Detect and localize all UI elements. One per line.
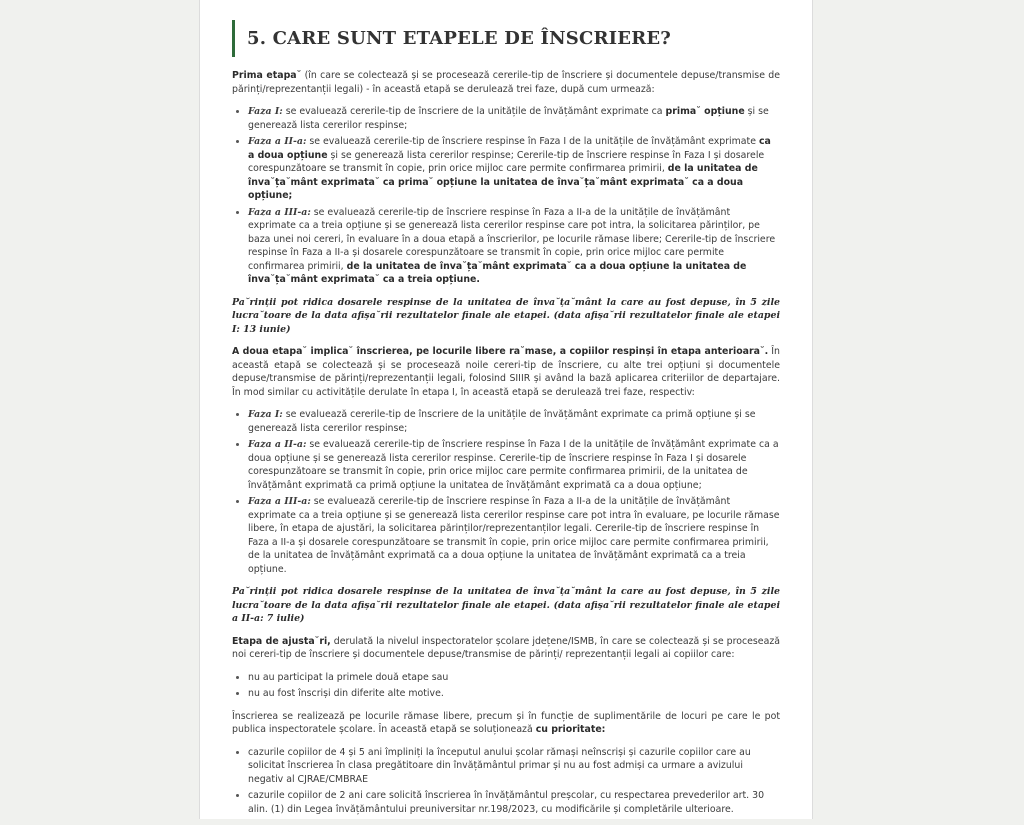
stage3-priority-paragraph (232, 710, 780, 737)
phase-label: Faza a III-a: (248, 206, 311, 218)
paragraph-emphasis: cu prioritate: (535, 724, 606, 735)
phase-text: se evaluează cererile-tip de înscriere de la unitățile de învățământ exprimate ca primă opțiune și se generează lista cererilor respinse; (248, 409, 756, 434)
stage1-lead: Prima etapa˘ (232, 70, 302, 81)
stage1-intro: (în care se colectează și se procesează cererile-tip de înscriere și documentele depuse/transmise de părinți/reprezentanții legali) - în această etapă se derulează trei faze, după cum urmează: (232, 70, 780, 95)
stage2-note: Pa˘rinții pot ridica dosarele respinse de la unitatea de înva˘ța˘mânt la care au fost depuse, în 5 zile lucra˘toare de la data afișa˘rii rezultatelor finale ale etapei. (data afișa˘rii rezultatelor finale ale etapei a II-a: 7 iulie) (232, 586, 780, 624)
list-item (248, 495, 780, 576)
phase-text: și se generează lista cererilor respinse; (248, 106, 769, 131)
phase-label: Faza a III-a: (248, 496, 311, 507)
stage3-criteria-list (232, 671, 780, 701)
stage3-lead: Etapa de ajusta˘ri, (232, 635, 331, 647)
phase-label: Faza I: (248, 409, 283, 420)
list-item (248, 105, 780, 132)
document-page (199, 0, 813, 819)
stage3-priority-list (232, 746, 780, 817)
phase-text: se evaluează cererile-tip de înscriere respinse în Faza a II-a de la unitățile de învățământ exprimate ca a treia opțiune și se generează lista cererilor respinse care pot intra, la solicitarea părinților, pe baza unei noi cereri, în evaluare în a doua etapă a înscrierilor, pe locurile rămase libere; Cererile-tip de înscriere respinse în Faza a II-a și dosarele corespunzătoare se transmit în copie, prin orice mijloc care permite confirmarea primirii, (248, 206, 776, 272)
stage3-intro: derulată la nivelul inspectoratelor școlare jdețene/ISMB, în care se colectează și se procesează noi cereri-tip de înscriere și documentele depuse/transmise de părinți/ reprezentanții legali ai copiilor care: (232, 635, 780, 660)
list-item: • cazurile copiilor de 4 și 5 ani împliniți la începutul anului școlar rămași neînscriși și cazurile copiilor care au solicitat înscrierea în clasa pregătitoare din învățământul primar și nu au fost admiși ca urmare a avizului negativ al CJRAE/CMBRAE (248, 746, 780, 787)
stage1-paragraph (232, 69, 780, 96)
page-title: 5. CARE SUNT ETAPELE DE ÎNSCRIERE? (232, 20, 780, 57)
list-item (248, 438, 780, 492)
list-item (248, 206, 780, 287)
list-item (248, 135, 780, 203)
stage2-paragraph (232, 345, 780, 399)
phase-text: se evaluează cererile-tip de înscriere respinse în Faza I de la unitățile de învățământ exprimate ca a doua opțiune și se generează lista cererilor respinse. Cererile-tip de înscriere respinse în Faza I și dosarele corespunzătoare se transmit în copie, prin orice mijloc care permite confirmarea primirii, de la unitatea de învățământ exprimată ca primă opțiune la unitatea de învățământ exprimată ca a doua opțiune; (248, 439, 779, 491)
stage3-paragraph (232, 635, 780, 662)
phase-emphasis: de la unitatea de înva˘ța˘mânt exprimata˘ ca a doua opțiune la unitatea de înva˘ța˘mânt exprimata˘ ca a treia opțiune. (248, 260, 747, 285)
stage2-phase-list (232, 408, 780, 576)
phase-text: se evaluează cererile-tip de înscriere respinse în Faza I de la unitățile de învățământ exprimate (306, 136, 759, 147)
stage1-phase-list (232, 105, 780, 287)
phase-text: se evaluează cererile-tip de înscriere respinse în Faza a II-a de la unitățile de învățământ exprimate ca a treia opțiune și se generează lista cererilor respinse care pot intra în evaluare, pe locurile rămase libere, în etapa de ajustări, la solicitarea părinților/reprezentanților legali. Cererile-tip de înscriere respinse în Faza a II-a și dosarele corespunzătoare se transmit în copie, prin orice mijloc care permite confirmarea primirii, de la unitatea de învățământ exprimată ca a doua opțiune la unitatea de învățământ exprimată ca a treia opțiune. (248, 496, 780, 575)
stage1-note: Pa˘rinții pot ridica dosarele respinse de la unitatea de înva˘ța˘mânt la care au fost depuse, în 5 zile lucra˘toare de la data afișa˘rii rezultatelor finale ale etapei. (data afișa˘rii rezultatelor finale ale etapei I: 13 iunie) (232, 296, 780, 335)
phase-label: Faza a II-a: (248, 136, 307, 147)
document-content (232, 20, 780, 825)
list-item: • cazurile copiilor de 2 ani care solicită înscrierea în învățământul preșcolar, cu respectarea prevederilor art. 30 alin. (1) din Legea învățământului preuniversitar nr.198/2023, cu modificările și completările ulterioare. (248, 789, 780, 816)
list-item: • nu au fost înscriși din diferite alte motive. (248, 687, 780, 701)
phase-text: se evaluează cererile-tip de înscriere de la unitățile de învățământ exprimate ca (282, 106, 666, 117)
list-item (248, 408, 780, 435)
phase-emphasis: ca a doua opțiune (248, 136, 771, 161)
paragraph-text: Înscrierea se realizează pe locurile rămase libere, precum și în funcție de suplimentările de locuri pe care le pot publica inspectoratele școlare. În această etapă se soluționează (232, 710, 780, 735)
phase-text: și se generează lista cererilor respinse; Cererile-tip de înscriere respinse în Faza I și dosarele corespunzătoare se transmit în copie, prin orice mijloc care permite confirmarea primirii, (248, 149, 765, 174)
phase-label: Faza I: (248, 106, 283, 117)
list-item: • nu au participat la primele două etape sau (248, 671, 780, 685)
phase-emphasis: prima˘ opțiune (665, 106, 745, 117)
phase-label: Faza a II-a: (248, 439, 307, 450)
stage2-intro: În această etapă se colectează și se procesează noile cereri-tip de înscriere, cu alte trei opțiuni și documentele depuse/transmise de părinți/reprezentanții legali, folosind SIIIR și având la bază aplicarea criteriilor de departajare. În mod similar cu activitățile derulate în etapa I, în această etapă se derulează trei faze, respectiv: (232, 346, 780, 398)
phase-emphasis: de la unitatea de înva˘ța˘mânt exprimata˘ ca prima˘ opțiune la unitatea de înva˘ța˘mânt exprimata˘ ca a doua opțiune; (248, 163, 758, 201)
stage2-lead: A doua etapa˘ implica˘ înscrierea, pe locurile libere ra˘mase, a copiilor respinși în etapa anterioara˘. (232, 346, 769, 357)
